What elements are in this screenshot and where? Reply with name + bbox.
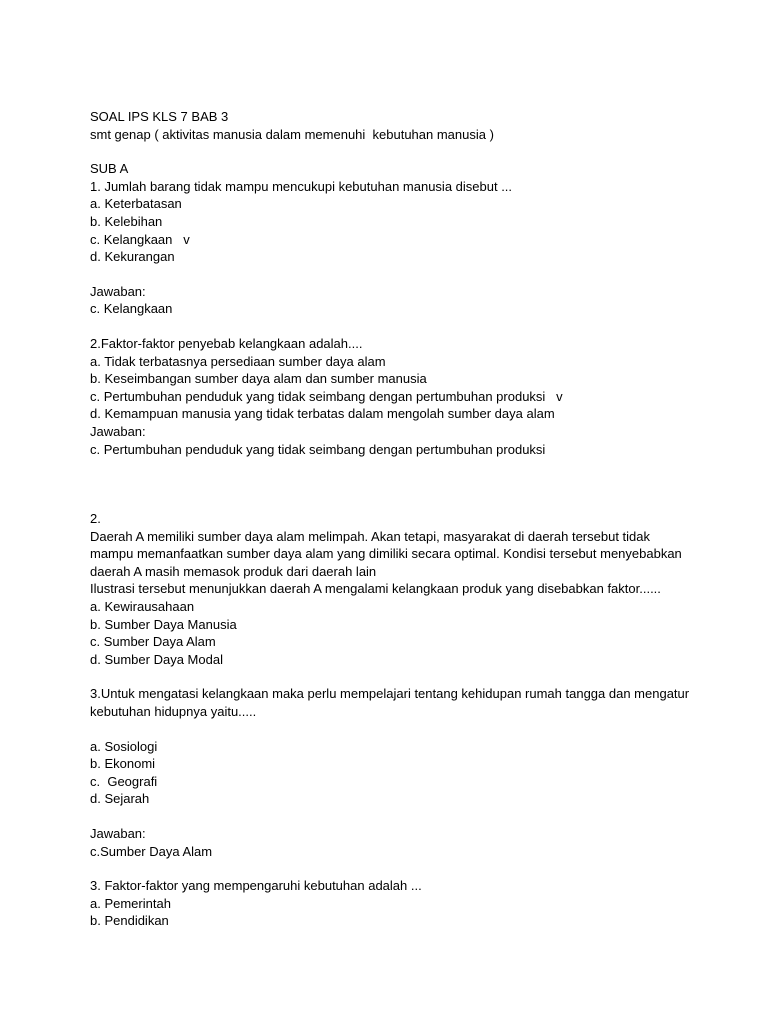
section-label: SUB A	[90, 161, 129, 177]
option-c: c. Sumber Daya Alam	[90, 634, 216, 650]
document-page	[90, 108, 740, 930]
passage-line: Ilustrasi tersebut menunjukkan daerah A mengalami kelangkaan produk yang disebabkan faktor......	[90, 581, 661, 597]
option-b: b. Kelebihan	[90, 213, 163, 229]
question-text: 3. Faktor-faktor yang mempengaruhi kebutuhan adalah ...	[90, 878, 422, 894]
option-d: d. Kemampuan manusia yang tidak terbatas dalam mengolah sumber daya alam	[90, 406, 555, 422]
passage-line: daerah A masih memasok produk dari daerah lain	[90, 563, 377, 579]
question-text: kebutuhan hidupnya yaitu.....	[90, 704, 257, 720]
option-a: a. Kewirausahaan	[90, 599, 195, 615]
passage-line: Daerah A memiliki sumber daya alam melimpah. Akan tetapi, masyarakat di daerah tersebut tidak	[90, 528, 650, 544]
question-2	[90, 335, 740, 458]
question-text: 3.Untuk mengatasi kelangkaan maka perlu mempelajari tentang kehidupan rumah tangga dan mengatur	[90, 686, 690, 702]
question-2b	[90, 510, 740, 668]
question-3	[90, 685, 740, 860]
question-1	[90, 178, 740, 318]
answer-label: Jawaban:	[90, 423, 146, 439]
option-c: c. Pertumbuhan penduduk yang tidak seimbang dengan pertumbuhan produksi v	[90, 388, 563, 404]
option-b: b. Sumber Daya Manusia	[90, 616, 237, 632]
question-text: 1. Jumlah barang tidak mampu mencukupi kebutuhan manusia disebut ...	[90, 178, 513, 194]
document-subtitle: smt genap ( aktivitas manusia dalam memenuhi kebutuhan manusia )	[90, 126, 494, 142]
option-b: b. Pendidikan	[90, 913, 169, 929]
option-d: d. Sumber Daya Modal	[90, 651, 223, 667]
answer-text: c.Sumber Daya Alam	[90, 843, 213, 859]
answer-text: c. Kelangkaan	[90, 301, 173, 317]
option-b: b. Keseimbangan sumber daya alam dan sumber manusia	[90, 371, 427, 387]
option-d: d. Sejarah	[90, 791, 150, 807]
question-number: 2.	[90, 511, 101, 527]
question-3b	[90, 877, 740, 930]
option-a: a. Sosiologi	[90, 738, 158, 754]
option-c: c. Geografi	[90, 773, 158, 789]
answer-label: Jawaban:	[90, 826, 146, 841]
passage-line: mampu memanfaatkan sumber daya alam yang dimiliki secara optimal. Kondisi tersebut menyebabkan	[90, 546, 682, 562]
document-title: SOAL IPS KLS 7 BAB 3	[90, 109, 229, 124]
option-c: c. Kelangkaan v	[90, 231, 190, 247]
answer-label: Jawaban:	[90, 283, 146, 299]
option-d: d. Kekurangan	[90, 249, 175, 265]
option-a: a. Pemerintah	[90, 895, 171, 911]
answer-text: c. Pertumbuhan penduduk yang tidak seimbang dengan pertumbuhan produksi	[90, 441, 546, 457]
option-b: b. Ekonomi	[90, 756, 156, 772]
option-a: a. Tidak terbatasnya persediaan sumber daya alam	[90, 353, 386, 369]
option-a: a. Keterbatasan	[90, 196, 182, 212]
question-text: 2.Faktor-faktor penyebab kelangkaan adalah....	[90, 335, 363, 351]
